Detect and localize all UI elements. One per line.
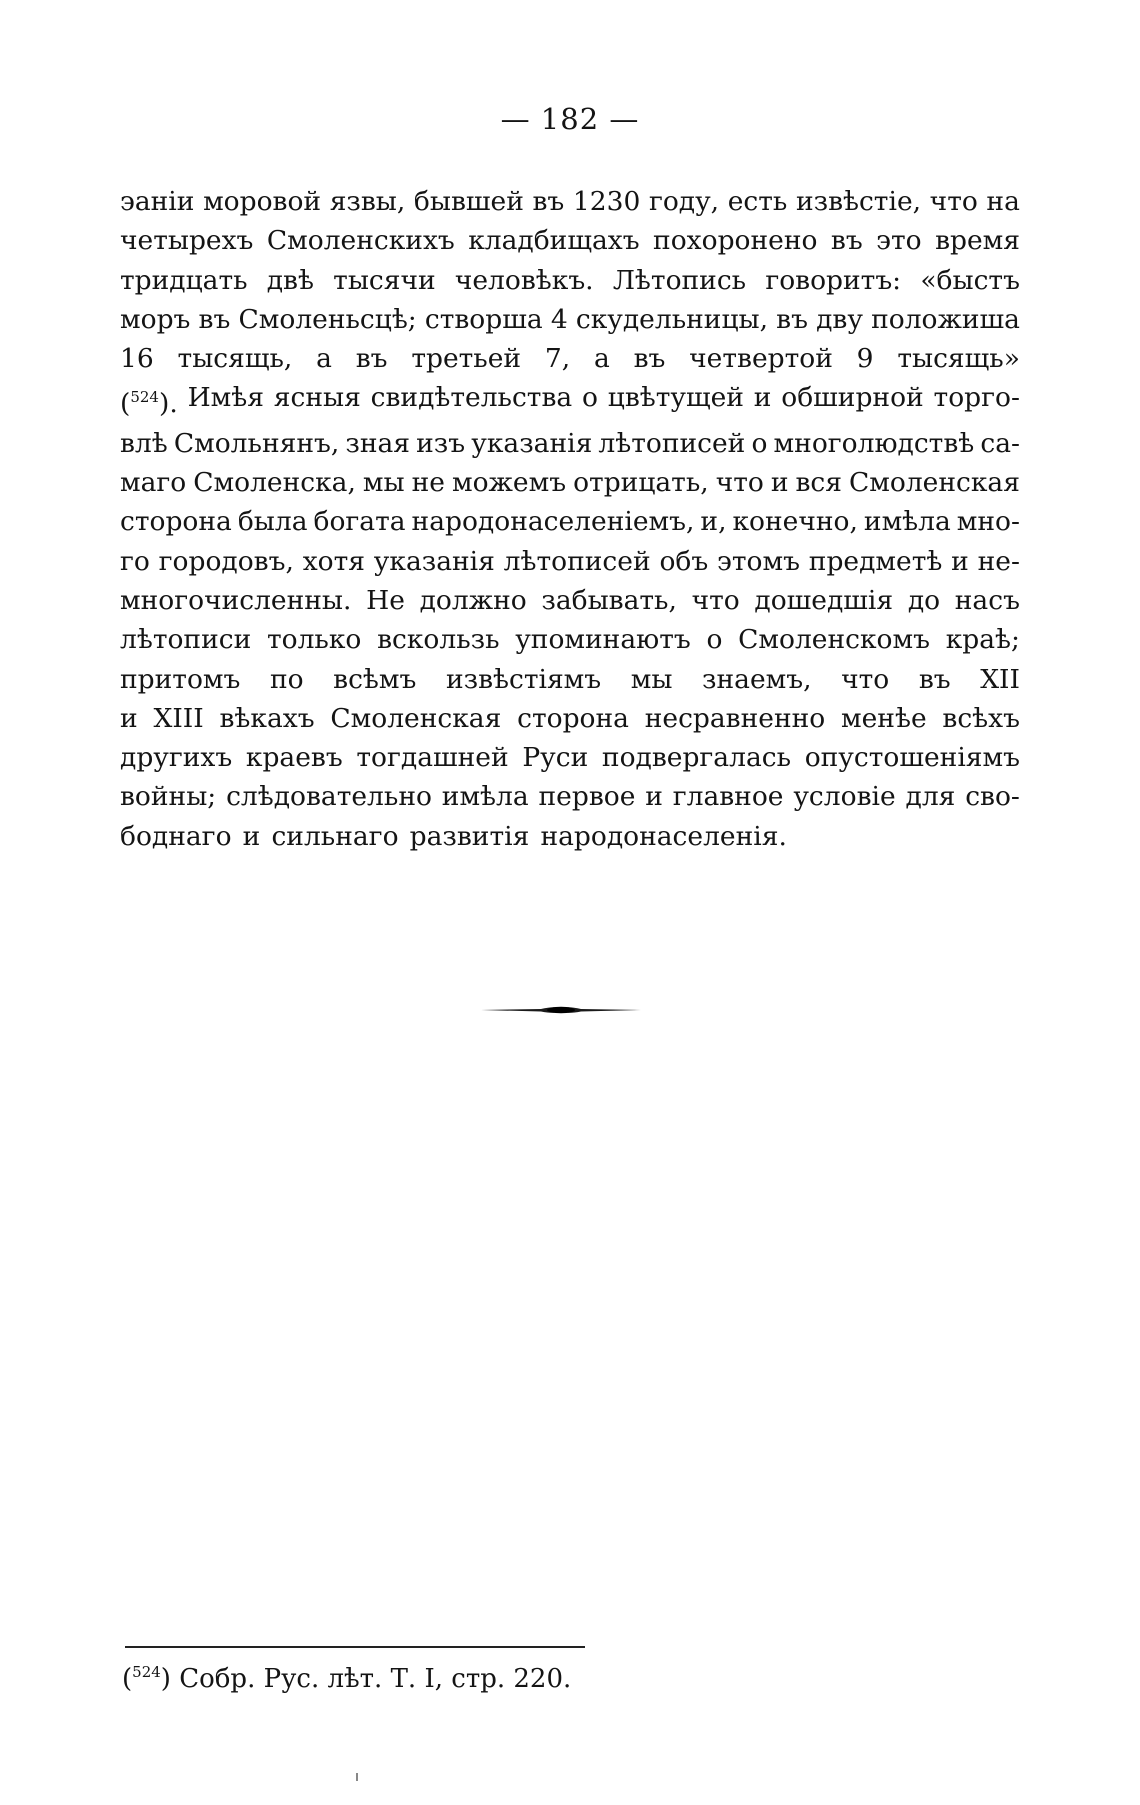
word: сильнаго — [271, 820, 399, 852]
text-line — [120, 699, 1020, 738]
word: XIII — [153, 702, 204, 734]
word: всѣхъ — [942, 702, 1020, 734]
word: указанія — [471, 427, 593, 459]
word: Смоленскомъ — [738, 624, 930, 656]
word: хотя — [302, 545, 365, 577]
word: была — [237, 506, 308, 538]
word: а — [316, 343, 332, 375]
word: свидѣтельства — [370, 382, 573, 414]
word: имѣла — [441, 781, 529, 813]
text-line — [120, 261, 1020, 300]
word: цвѣтущей — [607, 382, 744, 414]
word: лѣтописей — [503, 545, 651, 577]
word: мы — [362, 467, 405, 499]
word: въ — [633, 343, 666, 375]
word: подвергалась — [601, 742, 792, 774]
text-line — [120, 424, 1020, 463]
word: сторона — [120, 506, 232, 538]
word: предметѣ — [808, 545, 943, 577]
word: насъ — [954, 584, 1020, 616]
word: опустошеніямъ — [804, 742, 1020, 774]
text-line — [120, 463, 1020, 502]
word: го — [120, 545, 150, 577]
text-line — [120, 817, 1020, 856]
word: первое — [538, 781, 636, 813]
word: что — [715, 467, 764, 499]
word: извѣстіямъ — [445, 663, 602, 695]
footnote-ref-marker: 524 — [130, 388, 159, 407]
word: народонаселеніемъ, — [411, 506, 695, 538]
text-line — [120, 581, 1020, 620]
word: всѣмъ — [333, 663, 417, 695]
text-line — [120, 660, 1020, 699]
word: язвы, — [329, 186, 406, 217]
word: дошедшія — [754, 584, 894, 616]
word: слѣдовательно — [226, 781, 432, 813]
word: упоминаютъ — [515, 624, 691, 656]
word: мно- — [956, 506, 1020, 538]
word: Смоленская — [848, 467, 1020, 499]
word: Смоленьсцѣ; — [238, 303, 417, 335]
text-line — [120, 339, 1020, 378]
word: скудельницы, — [575, 303, 768, 335]
word: изъ — [416, 427, 466, 459]
word: по — [269, 663, 304, 695]
word: и, — [700, 506, 727, 538]
word: лѣтописи — [120, 624, 252, 656]
word: Имѣя — [187, 382, 264, 414]
word: сво- — [965, 781, 1020, 813]
word: несравненно — [644, 702, 826, 734]
word: Руси — [522, 742, 589, 774]
word: Не — [366, 584, 405, 616]
word: Смоленскихъ — [266, 225, 455, 257]
word: вся — [795, 467, 842, 499]
word: торго- — [933, 382, 1020, 414]
word: что — [929, 186, 978, 217]
word: Смоленска, — [193, 467, 356, 499]
page-number: — 182 — — [500, 102, 640, 136]
word: и — [645, 781, 663, 813]
word: влѣ — [120, 427, 168, 459]
ornament-divider — [481, 1003, 641, 1017]
word: са- — [980, 427, 1020, 459]
word: главное — [672, 781, 784, 813]
word: тысящь» — [897, 343, 1020, 375]
word: ясныя — [273, 382, 361, 414]
word: двѣ — [266, 264, 314, 296]
word: говоритъ: — [765, 264, 902, 296]
word: въ — [532, 186, 565, 217]
word: боднаго — [120, 820, 232, 852]
word: краѣ; — [945, 624, 1020, 656]
word: менѣе — [841, 702, 927, 734]
word: вскользь — [377, 624, 500, 656]
word: притомъ — [120, 663, 241, 695]
word: городовъ, — [158, 545, 294, 577]
word: развитія — [409, 820, 530, 852]
word: кладбищахъ — [468, 225, 640, 257]
word: краевъ — [245, 742, 343, 774]
word: условіе — [793, 781, 896, 813]
word: что — [841, 663, 890, 695]
word: знаемъ, — [702, 663, 812, 695]
word: народонаселенія. — [540, 820, 787, 852]
word: и — [951, 545, 969, 577]
word: для — [905, 781, 956, 813]
word: похоронено — [653, 225, 818, 257]
word: можемъ — [451, 467, 567, 499]
word: мы — [630, 663, 673, 695]
word: четырехъ — [120, 225, 254, 257]
word: створша — [424, 303, 543, 335]
word: и — [770, 467, 789, 499]
word: тысячи — [333, 264, 436, 296]
word: моровой — [203, 186, 322, 217]
word: году, — [648, 186, 720, 217]
word: тысящь, — [177, 343, 293, 375]
word: забывать, — [541, 584, 677, 616]
word: многолюдствѣ — [773, 427, 975, 459]
word: а — [593, 343, 610, 375]
word: въ — [918, 663, 951, 695]
word: не- — [977, 545, 1020, 577]
word: многочисленны. — [120, 584, 352, 616]
footnote: ($^{524}$) Собр. Рус. лѣт. Т. I, стр. 220. — [122, 1663, 572, 1694]
text-line — [120, 221, 1020, 260]
word: о — [751, 427, 768, 459]
word: XII — [980, 663, 1020, 695]
word: 7, — [544, 343, 571, 375]
word: есть — [727, 186, 788, 217]
word: сторона — [517, 702, 629, 734]
text-line — [120, 620, 1020, 659]
word: до — [907, 584, 941, 616]
word: имѣла — [863, 506, 951, 538]
word: бывшей — [413, 186, 524, 217]
word: Лѣтопись — [612, 264, 747, 296]
word: конечно, — [732, 506, 858, 538]
text-line — [120, 777, 1020, 816]
word: о — [706, 624, 723, 656]
word: «быстъ — [920, 264, 1020, 296]
word: тогдашней — [356, 742, 509, 774]
word: человѣкъ. — [454, 264, 594, 296]
word: объ — [659, 545, 709, 577]
text-line — [120, 542, 1020, 581]
word: отрицать, — [573, 467, 709, 499]
word: что — [691, 584, 740, 616]
word: должно — [419, 584, 527, 616]
word: положиша — [871, 303, 1020, 335]
word: дву — [816, 303, 863, 335]
word: это — [876, 225, 922, 257]
body-text — [120, 182, 1020, 856]
word: Смоленская — [330, 702, 502, 734]
word: и — [120, 702, 138, 734]
paper-speck — [356, 1773, 358, 1781]
word: Смольнянъ, — [173, 427, 340, 459]
word: 1230 — [572, 186, 641, 217]
text-line — [120, 182, 1020, 221]
word: лѣтописей — [598, 427, 746, 459]
word: 9 — [856, 343, 874, 375]
word: время — [935, 225, 1020, 257]
word: извѣстіе, — [795, 186, 922, 217]
word: только — [266, 624, 362, 656]
word: третьей — [411, 343, 522, 375]
word: этомъ — [717, 545, 800, 577]
word: войны; — [120, 781, 217, 813]
word: четвертой — [689, 343, 833, 375]
word: обширной — [781, 382, 924, 414]
footnote-text: Собр. Рус. лѣт. Т. I, стр. 220. — [179, 1664, 572, 1694]
word: въ — [776, 303, 808, 335]
text-line — [120, 502, 1020, 541]
text-line — [120, 738, 1020, 777]
word: указанія — [373, 545, 495, 577]
word: не — [411, 467, 445, 499]
word: 16 — [120, 343, 154, 375]
word: ($^{524}$). — [120, 388, 178, 420]
word: другихъ — [120, 742, 233, 774]
word: о — [582, 382, 598, 414]
word: тридцать — [120, 264, 248, 296]
word: моръ — [120, 303, 191, 335]
word: на — [986, 186, 1020, 217]
text-line — [120, 300, 1020, 339]
text-line — [120, 378, 1020, 423]
word: эаніи — [120, 186, 195, 217]
word: въ — [198, 303, 231, 335]
word: и — [242, 820, 261, 852]
word: 4 — [550, 303, 568, 335]
word: въ — [355, 343, 388, 375]
word: богата — [313, 506, 406, 538]
footnote-marker: 524 — [132, 1663, 161, 1681]
word: и — [753, 382, 772, 414]
word: маго — [120, 467, 187, 499]
word: въ — [830, 225, 863, 257]
word: вѣкахъ — [219, 702, 315, 734]
word: зная — [345, 427, 411, 459]
footnote-rule — [125, 1646, 585, 1648]
